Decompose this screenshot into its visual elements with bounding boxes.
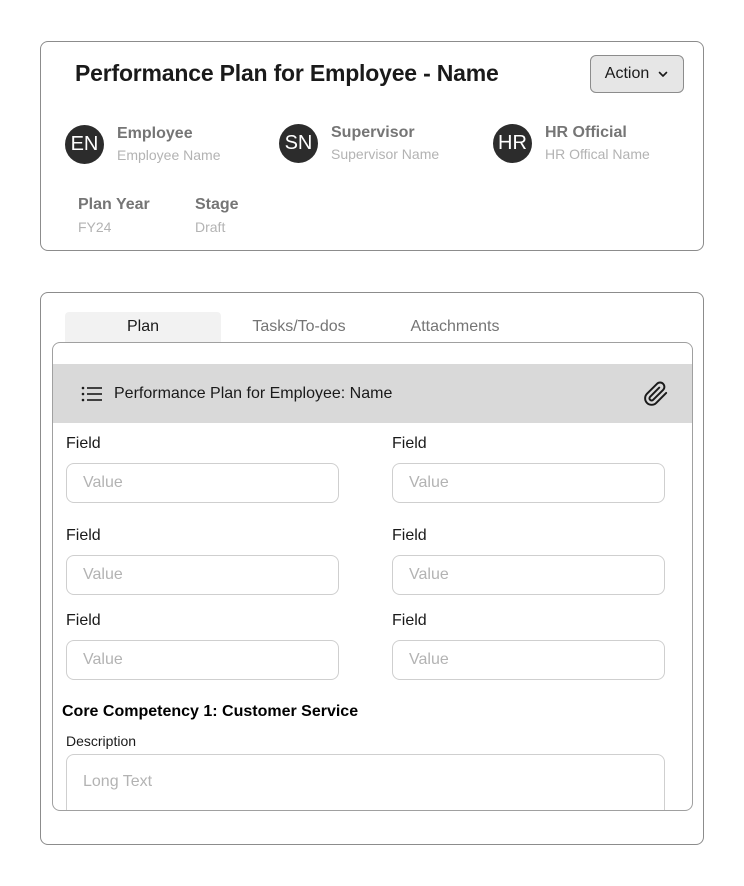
avatar: SN	[279, 124, 318, 163]
plan-form-panel	[52, 342, 693, 811]
section-title: Performance Plan for Employee: Name	[114, 384, 393, 402]
stage-label: Stage	[195, 196, 239, 213]
field-label: Field	[66, 527, 101, 544]
person-role: Supervisor	[331, 124, 415, 141]
plan-content-card	[40, 292, 704, 845]
tab-attachments[interactable]: Attachments	[410, 318, 500, 335]
action-dropdown-button[interactable]	[590, 55, 684, 93]
description-label: Description	[66, 733, 137, 749]
person-name: Employee Name	[117, 147, 221, 163]
page-title: Performance Plan for Employee - Name	[75, 60, 499, 86]
paperclip-icon[interactable]	[643, 381, 669, 407]
plan-header-card	[40, 41, 704, 251]
plan-year-info	[78, 195, 150, 237]
person-name: HR Offical Name	[545, 146, 650, 162]
person-role: Employee	[117, 125, 193, 142]
tab-plan[interactable]: Plan	[65, 312, 221, 342]
person-role: HR Official	[545, 124, 627, 141]
avatar: HR	[493, 124, 532, 163]
field-label: Field	[392, 527, 427, 544]
tab-tasks[interactable]: Tasks/To-dos	[252, 318, 346, 335]
description-textarea[interactable]	[66, 754, 665, 811]
person-hr-official	[493, 123, 650, 164]
stage-value: Draft	[195, 219, 226, 235]
action-label: Action	[604, 65, 650, 82]
field-input[interactable]	[66, 555, 339, 595]
field-label: Field	[392, 612, 427, 629]
person-name: Supervisor Name	[331, 146, 440, 162]
avatar: EN	[65, 125, 104, 164]
chevron-down-icon	[657, 68, 669, 80]
person-supervisor	[279, 123, 439, 164]
competency-title: Core Competency 1: Customer Service	[62, 703, 359, 720]
field-label: Field	[66, 612, 101, 629]
field-input[interactable]	[392, 640, 665, 680]
field-input[interactable]	[66, 640, 339, 680]
field-label: Field	[66, 435, 101, 452]
field-input[interactable]	[66, 463, 339, 503]
list-icon	[81, 385, 103, 403]
person-employee	[65, 124, 221, 165]
field-input[interactable]	[392, 463, 665, 503]
section-header	[53, 364, 692, 423]
stage-info	[195, 195, 239, 237]
plan-year-label: Plan Year	[78, 196, 150, 213]
plan-year-value: FY24	[78, 219, 112, 235]
field-input[interactable]	[392, 555, 665, 595]
field-label: Field	[392, 435, 427, 452]
